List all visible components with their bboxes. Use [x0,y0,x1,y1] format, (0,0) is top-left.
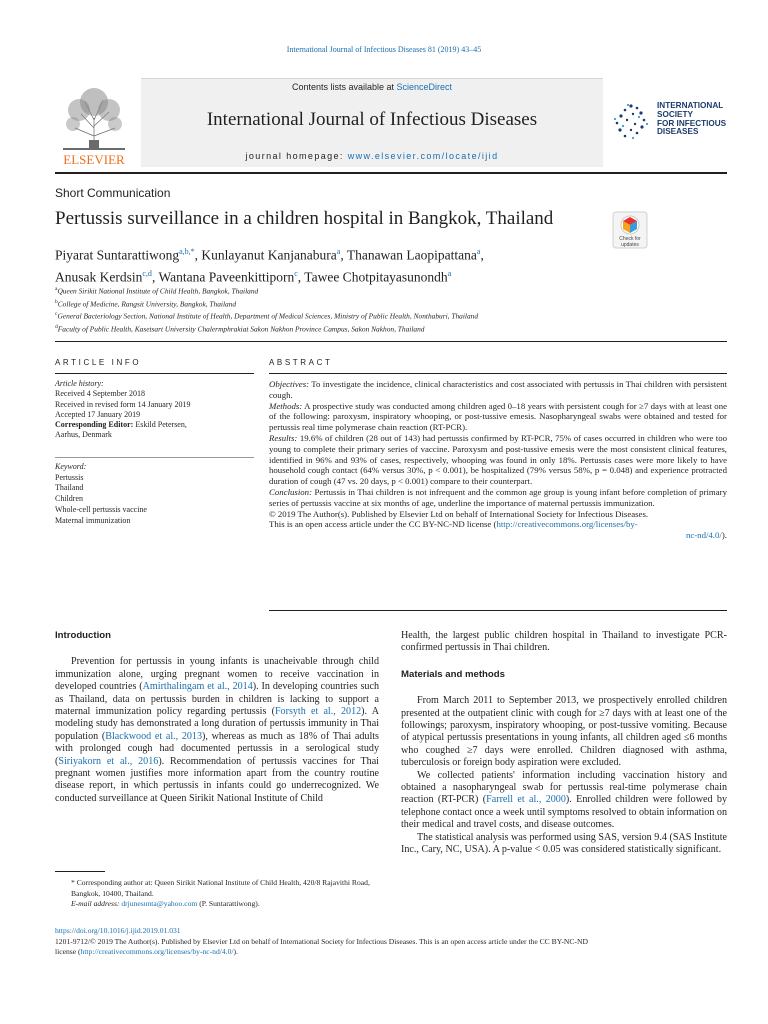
license-prefix: This is an open access article under the CC BY-NC-ND license ( [269,519,497,530]
keyword: Maternal immunization [55,515,131,525]
journal-title: International Journal of Infectious Diseases [206,109,538,130]
keyword-label: Keyword: [55,462,87,471]
affiliation [55,284,615,297]
body-text: ). Enrolled children were followed by telephone contact once a week until symptoms resolved to obtain information on their medical and travel costs, and disease outcomes. [401,794,728,831]
objectives-label: Objectives: [269,379,310,389]
abstract-license [269,519,727,530]
page-footer [55,926,731,958]
author-name[interactable]: Wantana Paveenkittiporn [158,269,295,284]
affiliation-marker: c [55,311,58,318]
citation-link[interactable]: Amirthalingam et al., 2014 [142,681,253,693]
email-link[interactable]: drjunesunta@yahoo.com [121,899,198,909]
society-name [657,102,726,137]
author-affil[interactable]: a,b,* [179,247,195,256]
footnote-text: * Corresponding author at: Queen Sirikit National Institute of Child Health, 420/8 Rajavithi Road, Bangkok, 10400, Thailand. [71,878,370,898]
citation-link[interactable]: Siriyakorn et al., 2016 [58,755,159,767]
affiliation [55,322,615,335]
keyword: Children [55,494,83,504]
license-link[interactable]: http://creativecommons.org/licenses/by- [496,519,638,530]
history-accepted: Accepted 17 January 2019 [55,409,141,419]
methods-paragraph: From March 2011 to September 2013, we prospectively enrolled children presented at the outpatient clinic with cough for ≥7 days with at least one of the followings; paroxysm, inspiratory whooping, or post-tussive vomiting. Because of atypical pertussis presentations in young infants, all children aged ≤6 months who coughed ≥7 days were enrolled. Children diagnosed with asthma, tuberculosis or foreign body aspiration were excluded. [401,695,727,769]
abstract-conclusion [269,487,727,509]
methods-paragraph: The statistical analysis was performed using SAS, version 9.4 (SAS Institute Inc., Cary, NC, USA). A p-value < 0.05 was considered statistically significant. [401,831,727,856]
results-label: Results: [269,432,298,443]
keyword-rule [55,457,254,458]
corresponding-footnote [55,878,381,910]
author-affil[interactable]: a [476,247,481,256]
citation-link[interactable]: Farrell et al., 2000 [486,794,566,806]
body-text: ). Recommendation of pertussis vaccines for Thai pregnant women justifies more information apart from the country routine disease report, in which pertussis in infants could go underrecognized. We conducted surveillance at Queen Sirikit National Institute of Child [55,755,379,804]
license-suffix: ). [721,530,727,541]
masthead-rule [55,172,727,174]
history-received: Received 4 September 2018 [55,389,145,399]
author-affil[interactable]: a [447,268,452,278]
affiliation-text: Faculty of Public Health, Kasetsart University Chalermphrakiat Sakon Nakhon Province Campus, Sakon Nakhon, Thailand [57,324,425,334]
doi-link[interactable]: https://doi.org/10.1016/j.ijid.2019.01.031 [55,926,181,935]
article-title: Pertussis surveillance in a children hospital in Bangkok, Thailand [55,208,554,229]
abstract-methods [269,401,727,433]
author-name[interactable]: Anusak Kerdsin [55,269,143,284]
keyword: Pertussis [55,472,84,482]
conclusion-text: Pertussis in Thai children is not infrequent and the common age group is young infant before completion of primary series of pertussis vaccine at six months of age, underline the importance of maternal pertussis immunization. [269,486,727,508]
abstract-license-cont [269,530,727,541]
objectives-text: To investigate the incidence, clinical characteristics and cost associated with pertussis in Thai children with persistent cough. [269,379,727,400]
crossmark-label: Check for updates [619,236,641,248]
corresponding-editor [55,420,255,430]
methods-paragraph [401,770,727,832]
editor-label: Corresponding Editor: [55,420,134,430]
methods-label: Methods: [269,400,303,411]
author-name[interactable]: Piyarat Suntarattiwong [55,247,180,263]
methods-heading: Materials and methods [401,668,505,680]
author-sep: , [194,247,202,263]
abstract-bottom-rule [269,610,727,611]
keyword-list [55,462,255,526]
affiliation-marker: d [55,324,58,331]
header-rule [55,341,727,342]
homepage-prefix: journal homepage: [245,151,348,161]
author-affil[interactable]: c,d [142,268,152,278]
elsevier-logo[interactable] [55,78,133,166]
crossmark-badge[interactable] [612,211,648,249]
editor-name: Eskild Petersen, [133,420,187,430]
article-type: Short Communication [55,186,171,200]
running-head[interactable]: International Journal of Infectious Diseases 81 (2019) 43–45 [286,45,482,54]
body-text: We collected patients' information including vaccination history and obtained a nasopharyngeal swab for pertussis real-time polymerase chain reaction (RT-PCR) ( [401,769,727,806]
editor-place: Aarhus, Denmark [55,430,112,440]
affiliations [55,284,615,335]
results-text: 19.6% of children (28 out of 143) had pertussis confirmed by RT-PCR, 75% of cases occurred in children who were too young to complete their primary series of vaccine. Paroxysm and post-tussive emesis were the most consistent clinical features, identified in 96% and 93% of cases, respectively, whooping was found in only 18%. Pertussis cases were more likely to have household cough contact (64% versus 30%, p < 0.001), be hospitalized (79% versus 58%, p = 0.048) and experience protracted duration of cough (47 vs. 20 days, p < 0.001) compare to their counterpart. [269,432,727,487]
abstract-rule [269,373,727,374]
history-label: Article history: [55,379,104,388]
methods-text: A prospective study was conducted among children aged 0–18 years with persistent cough for ≥7 days with at least one of the following: paroxysm, inspiratory whooping, or post-tussive emesis. Nasopharyngeal swabs were obtained and tested for pertussis real time polymerase chain reaction (RT-PCR). [269,400,727,433]
homepage-link[interactable]: www.elsevier.com/locate/ijid [347,151,499,161]
journal-homepage [141,151,603,161]
affiliation [55,297,615,310]
author-sep: , [340,247,347,263]
introduction-paragraph-cont: Health, the largest public children hospital in Thailand to investigate PCR-confirmed pertussis in Thai children. [401,630,727,654]
contents-prefix: Contents lists available at [291,82,397,92]
author-name[interactable]: Tawee Chotpitayasunondh [304,269,448,284]
citation-link[interactable]: Blackwood et al., 2013 [105,730,203,742]
author-name[interactable]: Kunlayanut Kanjanabura [201,247,337,263]
journal-masthead [55,78,731,170]
author-sep: , [480,247,484,263]
affiliation-marker: a [55,286,58,292]
society-line: FOR INFECTIOUS [657,118,727,128]
author-affil[interactable]: c [294,268,298,278]
society-line: DISEASES [657,127,699,137]
article-info-rule [55,373,254,374]
author-affil[interactable]: a [336,247,341,256]
license-suffix: ). [233,947,238,957]
body-column-right [401,630,727,857]
author-sep: , [297,269,305,284]
elsevier-wordmark: ELSEVIER [63,152,125,166]
author-list [55,243,615,286]
email-label: E-mail address: [71,899,122,909]
license-link[interactable]: http://creativecommons.org/licenses/by-nc-nd/4.0/ [80,947,234,957]
society-dots-icon [611,102,655,142]
affiliation-text: General Bacteriology Section, National Institute of Health, Department of Medical Sciences, Ministry of Public Health, Nonthaburi, Thailand [57,311,479,321]
body-column-left [55,630,379,805]
footnote-rule [55,871,105,872]
author-name[interactable]: Thanawan Laopipattana [346,247,477,263]
body-text: ), whereas as much as 18% of Thai adults with prolonged cough had documented pertussis in a serological study ( [55,730,379,767]
body-text: ). A modeling study has demonstrated a long duration of pertussis immunity in Thai population ( [55,706,379,742]
introduction-paragraph [55,656,379,805]
article-history [55,379,255,441]
contents-available [141,82,603,92]
history-revised: Received in revised form 14 January 2019 [55,399,191,409]
affiliation [55,309,615,322]
abstract-objectives [269,379,727,401]
elsevier-tree-icon [55,78,133,166]
email-suffix: (P. Suntarattiwong). [197,899,260,909]
body-text: Prevention for pertussis in young infants is unacheivable through child immunization alone, urging pregnant women to receive vaccination in developed countries ( [55,656,379,693]
license-prefix: license ( [55,947,81,957]
abstract-heading: ABSTRACT [269,358,333,367]
citation-link[interactable]: Forsyth et al., 2012 [274,706,362,718]
footnote-email [55,899,381,910]
sciencedirect-link[interactable]: ScienceDirect [396,82,453,92]
introduction-heading: Introduction [55,630,111,641]
society-line: INTERNATIONAL [657,101,724,110]
spacer [401,655,727,669]
society-logo[interactable] [611,100,731,144]
abstract-copyright: © 2019 The Author(s). Published by Elsevier Ltd on behalf of International Society for Infectious Diseases. [269,508,649,519]
author-sep: , [151,269,159,284]
conclusion-label: Conclusion: [269,486,313,497]
article-info-heading: ARTICLE INFO [55,358,142,367]
affiliation-marker: b [55,298,58,305]
keyword: Whole-cell pertussis vaccine [55,504,147,514]
footer-license-cont [55,947,731,958]
affiliation-text: Queen Sirikit National Institute of Child Health, Bangkok, Thailand [57,286,259,296]
body-text: ). In developing countries such as Thailand, data on pertussis burden in children is lacking to support a maternal immunization policy regarding pertussis ( [55,681,379,718]
abstract-body [269,379,727,541]
footer-license: 1201-9712/© 2019 The Author(s). Published by Elsevier Ltd on behalf of International Society for Infectious Diseases. This is an open access article under the CC BY-NC-ND [55,936,588,946]
society-line: SOCIETY [657,109,693,119]
affiliation-text: College of Medicine, Rangsit University, Bangkok, Thailand [57,299,237,309]
abstract-results [269,433,727,487]
license-link[interactable]: nc-nd/4.0/ [685,530,722,541]
masthead-center-panel [141,78,603,167]
keyword: Thailand [55,483,84,493]
